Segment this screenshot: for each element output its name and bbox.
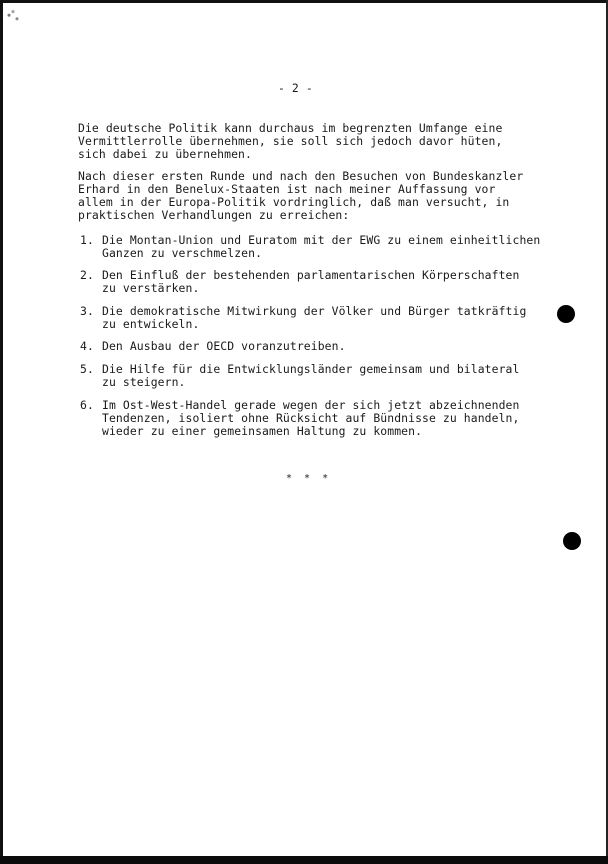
list-item-number: 5. [80, 362, 94, 376]
list-item [80, 269, 560, 295]
section-separator: * * * [286, 473, 332, 484]
list-item-number: 2. [80, 268, 94, 282]
list-item-text: Die Hilfe für die Entwicklungsländer gemeinsam und bilateral zu steigern. [102, 362, 520, 389]
list-item-text: Den Einfluß der bestehenden parlamentarischen Körperschaften zu verstärken. [102, 268, 520, 295]
list-item-number: 6. [80, 398, 94, 412]
list-item-text: Im Ost-West-Handel gerade wegen der sich jetzt abzeichnenden Tendenzen, isoliert ohne Rücksicht auf Bündnisse zu handeln, wieder zu einer gemeinsamen Haltung zu kommen. [102, 398, 520, 438]
paragraph-1: Die deutsche Politik kann durchaus im begrenzten Umfange eine Vermittlerrolle übernehmen, sie soll sich jedoch davor hüten, sich dabei zu übernehmen. [78, 121, 503, 161]
list-item [80, 340, 560, 353]
page-number: - 2 - [278, 81, 313, 95]
list-item-text: Die Montan-Union und Euratom mit der EWG zu einem einheitlichen Ganzen zu verschmelzen. [102, 233, 541, 260]
list-item-number: 3. [80, 304, 94, 318]
list-item [80, 399, 560, 438]
list-item [80, 305, 560, 331]
paragraph-2: Nach dieser ersten Runde und nach den Besuchen von Bundeskanzler Erhard in den Benelux-Staaten ist nach meiner Auffassung vor allem in der Europa-Politik vordringlich, daß man versucht, in praktischen Verhandlungen zu erreichen: [78, 169, 524, 222]
list-item-text: Den Ausbau der OECD voranzutreiben. [102, 339, 346, 353]
list-item-number: 4. [80, 339, 94, 353]
list-item [80, 363, 560, 389]
numbered-list [80, 234, 560, 448]
list-item-text: Die demokratische Mitwirkung der Völker und Bürger tatkräftig zu entwickeln. [102, 304, 527, 331]
list-item-number: 1. [80, 233, 94, 247]
list-item [80, 234, 560, 260]
